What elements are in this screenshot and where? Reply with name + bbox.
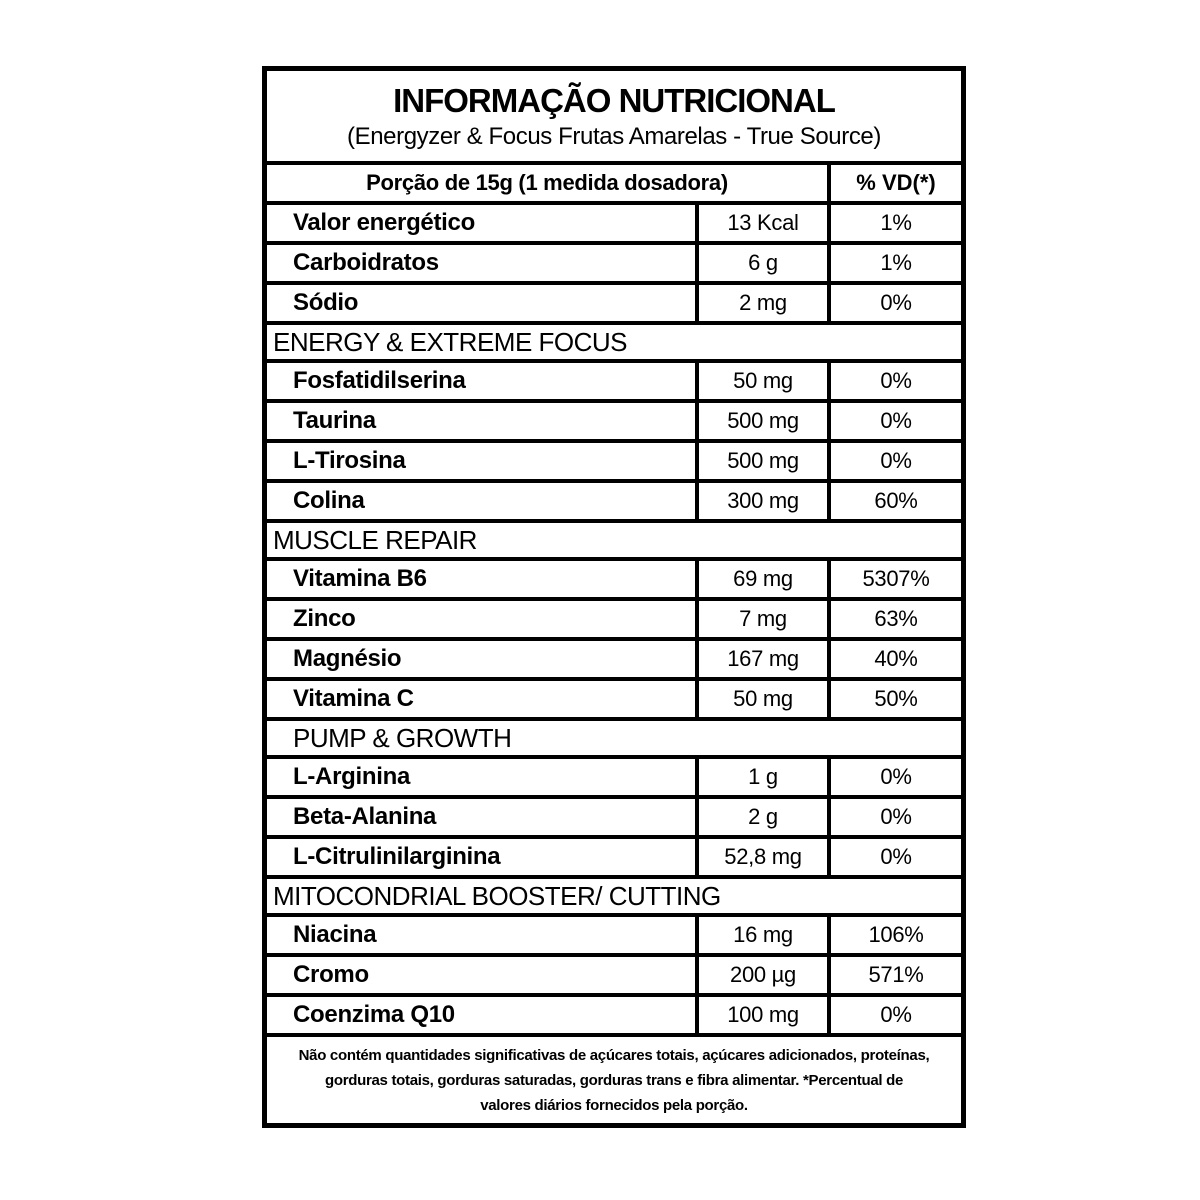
nutrient-daily-value: 1%: [827, 245, 961, 281]
label-subtitle: (Energyzer & Focus Frutas Amarelas - True Source): [347, 122, 881, 150]
nutrient-daily-value: 63%: [827, 601, 961, 637]
section-header: PUMP & GROWTH: [267, 717, 961, 755]
nutrient-amount: 7 mg: [695, 601, 827, 637]
nutrient-name: L-Tirosina: [293, 447, 406, 474]
nutrient-name: Taurina: [293, 407, 376, 434]
nutrient-daily-value: 0%: [827, 403, 961, 439]
nutrient-table-body: [267, 201, 961, 1033]
nutrient-row: [267, 953, 961, 993]
nutrient-row: [267, 479, 961, 519]
daily-value-column-header: % VD(*): [827, 165, 961, 201]
nutrient-row: [267, 993, 961, 1033]
title-block: [267, 71, 961, 161]
nutrient-name: Niacina: [293, 921, 377, 948]
nutrient-row: [267, 359, 961, 399]
nutrient-daily-value: 0%: [827, 997, 961, 1033]
nutrient-name: Vitamina C: [293, 685, 414, 712]
nutrient-amount: 52,8 mg: [695, 839, 827, 875]
nutrient-name: Magnésio: [293, 645, 402, 672]
nutrient-amount: 2 g: [695, 799, 827, 835]
nutrient-row: [267, 281, 961, 321]
nutrient-amount: 50 mg: [695, 681, 827, 717]
nutrient-name: Carboidratos: [293, 249, 439, 276]
nutrient-row: [267, 835, 961, 875]
nutrient-daily-value: 0%: [827, 443, 961, 479]
nutrient-row: [267, 795, 961, 835]
footnote-line: valores diários fornecidos pela porção.: [480, 1096, 748, 1114]
nutrient-daily-value: 0%: [827, 285, 961, 321]
nutrient-amount: 2 mg: [695, 285, 827, 321]
nutrient-name: Beta-Alanina: [293, 803, 437, 830]
nutrient-row: [267, 439, 961, 479]
nutrient-name: Fosfatidilserina: [293, 367, 466, 394]
nutrient-daily-value: 0%: [827, 363, 961, 399]
nutrient-daily-value: 50%: [827, 681, 961, 717]
nutrient-name: L-Citrulinilarginina: [293, 843, 501, 870]
nutrient-daily-value: 40%: [827, 641, 961, 677]
nutrient-amount: 100 mg: [695, 997, 827, 1033]
nutrient-amount: 50 mg: [695, 363, 827, 399]
nutrient-amount: 16 mg: [695, 917, 827, 953]
nutrient-daily-value: 0%: [827, 759, 961, 795]
section-header: MITOCONDRIAL BOOSTER/ CUTTING: [267, 875, 961, 913]
nutrient-name: Sódio: [293, 289, 359, 316]
nutrient-amount: 167 mg: [695, 641, 827, 677]
nutrient-row: [267, 557, 961, 597]
footnote-line: gorduras totais, gorduras saturadas, gorduras trans e fibra alimentar. *Percentual de: [324, 1071, 904, 1089]
nutrient-row: [267, 201, 961, 241]
nutrient-amount: 300 mg: [695, 483, 827, 519]
nutrient-row: [267, 241, 961, 281]
footnote: [267, 1033, 961, 1123]
section-header: ENERGY & EXTREME FOCUS: [267, 321, 961, 359]
nutrient-row: [267, 913, 961, 953]
nutrient-name: Colina: [293, 487, 365, 514]
nutrient-amount: 6 g: [695, 245, 827, 281]
nutrient-name: Zinco: [293, 605, 356, 632]
nutrient-daily-value: 571%: [827, 957, 961, 993]
nutrient-daily-value: 106%: [827, 917, 961, 953]
nutrient-name: Coenzima Q10: [293, 1001, 455, 1028]
nutrient-amount: 1 g: [695, 759, 827, 795]
section-header: MUSCLE REPAIR: [267, 519, 961, 557]
nutrient-name: Vitamina B6: [293, 565, 427, 592]
nutrient-row: [267, 399, 961, 439]
nutrition-label: [262, 66, 966, 1128]
nutrient-row: [267, 677, 961, 717]
nutrient-row: [267, 637, 961, 677]
nutrient-amount: 69 mg: [695, 561, 827, 597]
nutrient-daily-value: 0%: [827, 799, 961, 835]
nutrient-daily-value: 5307%: [827, 561, 961, 597]
nutrient-row: [267, 755, 961, 795]
nutrient-daily-value: 1%: [827, 205, 961, 241]
nutrient-amount: 500 mg: [695, 443, 827, 479]
nutrient-name: Valor energético: [293, 209, 475, 236]
footnote-line: Não contém quantidades significativas de açúcares totais, açúcares adicionados, proteínas,: [298, 1046, 930, 1064]
nutrient-daily-value: 0%: [827, 839, 961, 875]
serving-header-row: [267, 161, 961, 201]
nutrient-daily-value: 60%: [827, 483, 961, 519]
nutrient-amount: 13 Kcal: [695, 205, 827, 241]
nutrient-amount: 500 mg: [695, 403, 827, 439]
nutrient-amount: 200 µg: [695, 957, 827, 993]
serving-size-label: Porção de 15g (1 medida dosadora): [366, 170, 728, 195]
label-title: INFORMAÇÃO NUTRICIONAL: [393, 81, 835, 119]
nutrient-name: Cromo: [293, 961, 369, 988]
nutrient-name: L-Arginina: [293, 763, 410, 790]
nutrient-row: [267, 597, 961, 637]
